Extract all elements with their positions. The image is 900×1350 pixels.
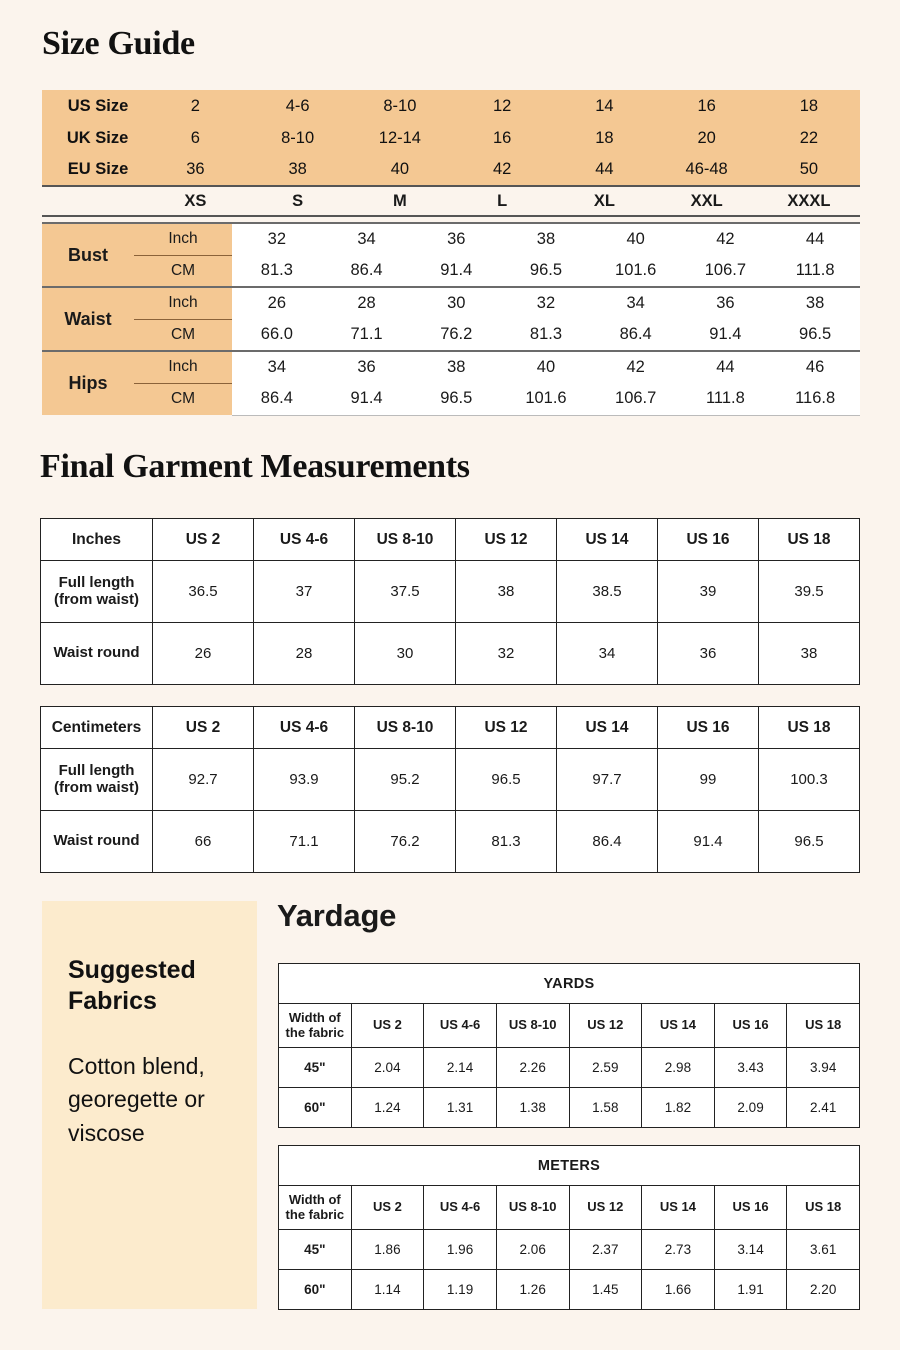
- group-label-bust: Bust: [42, 223, 134, 287]
- group-label-waist: Waist: [42, 287, 134, 351]
- table-row: [42, 319, 860, 351]
- meters-banner: METERS: [279, 1146, 860, 1186]
- table-row: [279, 1270, 860, 1310]
- column-header: US 14: [642, 1186, 715, 1230]
- cell: 37: [254, 561, 355, 623]
- cell: 39: [658, 561, 759, 623]
- cell: 42: [591, 351, 681, 383]
- cell: 42: [492, 160, 512, 178]
- column-header: US 18: [759, 519, 860, 561]
- column-header: US 8-10: [355, 519, 456, 561]
- cell: 99: [658, 749, 759, 811]
- cell: 66: [153, 811, 254, 873]
- column-header: US 4-6: [254, 707, 355, 749]
- column-header: US 4-6: [424, 1186, 497, 1230]
- cell: 26: [153, 623, 254, 685]
- row-header-waist-round: Waist round: [41, 623, 153, 685]
- cell: 1.86: [351, 1230, 424, 1270]
- table-row: [41, 561, 860, 623]
- row-header-line1: Full length: [58, 573, 135, 591]
- letter-size-xl: XL: [593, 191, 615, 210]
- cell: 81.3: [501, 319, 591, 351]
- fabric-width-label: 60": [279, 1270, 352, 1310]
- cell: 34: [322, 223, 412, 255]
- cell: 86.4: [591, 319, 681, 351]
- cell: 28: [254, 623, 355, 685]
- suggested-fabrics-text: Cotton blend, georegette or viscose: [68, 1053, 205, 1146]
- cell: 34: [591, 287, 681, 319]
- cell: 42: [681, 223, 771, 255]
- letter-size-m: M: [393, 191, 407, 210]
- cell: 34: [557, 623, 658, 685]
- cell: 93.9: [254, 749, 355, 811]
- column-header: US 2: [351, 1186, 424, 1230]
- yardage-title: Yardage: [277, 898, 397, 933]
- row-label-us-size: US Size: [67, 96, 129, 115]
- column-header: US 16: [658, 707, 759, 749]
- column-header: US 18: [787, 1004, 860, 1048]
- table-row: [42, 223, 860, 255]
- table-header-row: [279, 1004, 860, 1048]
- final-garment-measurements-title: Final Garment Measurements: [40, 448, 470, 485]
- letter-size-xxl: XXL: [690, 191, 723, 210]
- cell: 38.5: [557, 561, 658, 623]
- cell: 18: [799, 96, 819, 115]
- cell: 22: [799, 128, 819, 147]
- cell: 3.94: [787, 1048, 860, 1088]
- cell: 38: [456, 561, 557, 623]
- cell: 1.24: [351, 1088, 424, 1128]
- cell: 91.4: [658, 811, 759, 873]
- table-header-row: [279, 1186, 860, 1230]
- cell: 3.14: [714, 1230, 787, 1270]
- cell: 101.6: [591, 255, 681, 287]
- cell: 2.37: [569, 1230, 642, 1270]
- fabric-width-label: 60": [279, 1088, 352, 1128]
- column-header: US 12: [569, 1186, 642, 1230]
- table-row: [279, 1048, 860, 1088]
- unit-label-cm: CM: [134, 319, 232, 351]
- cell: 40: [591, 223, 681, 255]
- table-row: [42, 90, 860, 122]
- width-header-line1: Width of: [288, 1192, 341, 1208]
- cell: 44: [770, 223, 860, 255]
- cell: 81.3: [232, 255, 322, 287]
- cell: 34: [232, 351, 322, 383]
- column-header: US 18: [787, 1186, 860, 1230]
- cell: 1.19: [424, 1270, 497, 1310]
- cell: 12: [492, 96, 512, 115]
- table-row: [42, 383, 860, 415]
- cell: 12-14: [378, 128, 421, 147]
- cell: 20: [697, 128, 716, 147]
- cell: 111.8: [681, 383, 771, 415]
- cell: 1.26: [496, 1270, 569, 1310]
- row-header-line1: Full length: [58, 761, 135, 779]
- cell: 81.3: [456, 811, 557, 873]
- cell: 71.1: [254, 811, 355, 873]
- cell: 2.59: [569, 1048, 642, 1088]
- table-row: [42, 122, 860, 154]
- cell: 2.04: [351, 1048, 424, 1088]
- column-header: US 4-6: [424, 1004, 497, 1048]
- width-of-fabric-header: [279, 1186, 352, 1230]
- empty-corner: [42, 186, 144, 216]
- garment-centimeters-table: [40, 706, 860, 873]
- cell: 39.5: [759, 561, 860, 623]
- letter-size-row: [42, 186, 860, 216]
- table-header-row: [41, 519, 860, 561]
- cell: 6: [190, 128, 200, 147]
- cell: 36: [658, 623, 759, 685]
- cell: 2.20: [787, 1270, 860, 1310]
- cell: 2: [190, 96, 200, 115]
- column-header: US 8-10: [355, 707, 456, 749]
- column-header: US 2: [153, 707, 254, 749]
- cell: 1.38: [496, 1088, 569, 1128]
- cell: 38: [288, 160, 307, 178]
- letter-size-xxxl: XXXL: [787, 191, 831, 210]
- cell: 2.41: [787, 1088, 860, 1128]
- row-header-line2: (from waist): [53, 590, 139, 608]
- yards-banner: YARDS: [279, 964, 860, 1004]
- row-header-full-length: [41, 749, 153, 811]
- cell: 32: [501, 287, 591, 319]
- cell: 106.7: [681, 255, 771, 287]
- cell: 1.14: [351, 1270, 424, 1310]
- column-header: US 8-10: [496, 1186, 569, 1230]
- column-header: US 4-6: [254, 519, 355, 561]
- unit-header-inches: Inches: [41, 519, 153, 561]
- group-label-hips: Hips: [42, 351, 134, 415]
- body-measurements-table: [42, 222, 860, 416]
- cell: 46: [770, 351, 860, 383]
- cell: 1.91: [714, 1270, 787, 1310]
- cell: 36: [411, 223, 501, 255]
- cell: 44: [595, 160, 614, 178]
- unit-label-inch: Inch: [134, 223, 232, 255]
- cell: 32: [232, 223, 322, 255]
- cell: 37.5: [355, 561, 456, 623]
- table-row: [42, 255, 860, 287]
- table-row: [42, 154, 860, 186]
- cell: 32: [456, 623, 557, 685]
- cell: 16: [697, 96, 716, 115]
- cell: 92.7: [153, 749, 254, 811]
- cell: 40: [501, 351, 591, 383]
- row-header-full-length: [41, 561, 153, 623]
- column-header: US 8-10: [496, 1004, 569, 1048]
- column-header: US 16: [714, 1186, 787, 1230]
- cell: 111.8: [770, 255, 860, 287]
- letter-size-s: S: [292, 191, 304, 210]
- column-header: US 2: [351, 1004, 424, 1048]
- column-header: US 16: [714, 1004, 787, 1048]
- cell: 101.6: [501, 383, 591, 415]
- width-of-fabric-header: [279, 1004, 352, 1048]
- table-row: [279, 1088, 860, 1128]
- fabric-width-label: 45": [279, 1048, 352, 1088]
- table-row: [41, 623, 860, 685]
- width-header-line2: the fabric: [285, 1206, 345, 1222]
- cell: 96.5: [411, 383, 501, 415]
- cell: 100.3: [759, 749, 860, 811]
- cell: 96.5: [456, 749, 557, 811]
- cell: 91.4: [411, 255, 501, 287]
- cell: 2.26: [496, 1048, 569, 1088]
- column-header: US 12: [569, 1004, 642, 1048]
- column-header: US 12: [456, 519, 557, 561]
- cell: 38: [411, 351, 501, 383]
- cell: 3.61: [787, 1230, 860, 1270]
- cell: 44: [681, 351, 771, 383]
- table-header-row: [41, 707, 860, 749]
- cell: 1.31: [424, 1088, 497, 1128]
- cell: 40: [390, 160, 410, 178]
- cell: 16: [492, 128, 512, 147]
- table-row: [42, 351, 860, 383]
- cell: 106.7: [591, 383, 681, 415]
- cell: 1.82: [642, 1088, 715, 1128]
- unit-label-inch: Inch: [134, 287, 232, 319]
- cell: 38: [759, 623, 860, 685]
- suggested-fabrics-panel: [42, 901, 257, 1309]
- letter-size-l: L: [497, 191, 508, 210]
- cell: 28: [322, 287, 412, 319]
- cell: 18: [595, 128, 614, 147]
- cell: 36: [186, 160, 205, 178]
- cell: 1.45: [569, 1270, 642, 1310]
- table-banner-row: [279, 1146, 860, 1186]
- table-row: [279, 1230, 860, 1270]
- unit-label-inch: Inch: [134, 351, 232, 383]
- cell: 2.09: [714, 1088, 787, 1128]
- cell: 26: [232, 287, 322, 319]
- table-banner-row: [279, 964, 860, 1004]
- cell: 76.2: [355, 811, 456, 873]
- cell: 2.14: [424, 1048, 497, 1088]
- column-header: US 18: [759, 707, 860, 749]
- row-header-line2: (from waist): [53, 778, 139, 796]
- cell: 2.98: [642, 1048, 715, 1088]
- unit-label-cm: CM: [134, 383, 232, 415]
- cell: 2.73: [642, 1230, 715, 1270]
- cell: 50: [799, 160, 819, 178]
- cell: 36: [322, 351, 412, 383]
- cell: 97.7: [557, 749, 658, 811]
- cell: 86.4: [322, 255, 412, 287]
- cell: 96.5: [770, 319, 860, 351]
- meters-table: [278, 1145, 860, 1310]
- fabric-width-label: 45": [279, 1230, 352, 1270]
- column-header: US 16: [658, 519, 759, 561]
- cell: 1.58: [569, 1088, 642, 1128]
- cell: 30: [355, 623, 456, 685]
- column-header: US 2: [153, 519, 254, 561]
- cell: 36.5: [153, 561, 254, 623]
- row-label-eu-size: EU Size: [67, 160, 129, 178]
- column-header: US 14: [642, 1004, 715, 1048]
- cell: 46-48: [685, 160, 728, 178]
- column-header: US 14: [557, 707, 658, 749]
- cell: 91.4: [322, 383, 412, 415]
- width-header-line2: the fabric: [285, 1024, 345, 1040]
- cell: 76.2: [411, 319, 501, 351]
- page-title: Size Guide: [42, 25, 195, 62]
- cell: 96.5: [759, 811, 860, 873]
- row-label-uk-size: UK Size: [66, 128, 129, 147]
- cell: 14: [595, 96, 614, 115]
- table-row: [41, 811, 860, 873]
- letter-size-xs: XS: [184, 191, 207, 210]
- table-row: [41, 749, 860, 811]
- table-row: [42, 287, 860, 319]
- cell: 95.2: [355, 749, 456, 811]
- column-header: US 12: [456, 707, 557, 749]
- cell: 30: [411, 287, 501, 319]
- cell: 8-10: [383, 96, 417, 115]
- yards-table: [278, 963, 860, 1128]
- cell: 3.43: [714, 1048, 787, 1088]
- cell: 1.66: [642, 1270, 715, 1310]
- cell: 91.4: [681, 319, 771, 351]
- cell: 96.5: [501, 255, 591, 287]
- cell: 66.0: [232, 319, 322, 351]
- suggested-fabrics-heading: Suggested Fabrics: [68, 956, 196, 1015]
- width-header-line1: Width of: [288, 1010, 341, 1026]
- cell: 2.06: [496, 1230, 569, 1270]
- garment-inches-table: [40, 518, 860, 685]
- cell: 38: [501, 223, 591, 255]
- cell: 38: [770, 287, 860, 319]
- cell: 86.4: [232, 383, 322, 415]
- size-conversion-table: [42, 90, 860, 217]
- cell: 36: [681, 287, 771, 319]
- cell: 71.1: [322, 319, 412, 351]
- cell: 116.8: [770, 383, 860, 415]
- cell: 86.4: [557, 811, 658, 873]
- cell: 8-10: [281, 128, 315, 147]
- unit-label-cm: CM: [134, 255, 232, 287]
- unit-header-centimeters: Centimeters: [41, 707, 153, 749]
- cell: 4-6: [285, 96, 310, 115]
- row-header-waist-round: Waist round: [41, 811, 153, 873]
- column-header: US 14: [557, 519, 658, 561]
- cell: 1.96: [424, 1230, 497, 1270]
